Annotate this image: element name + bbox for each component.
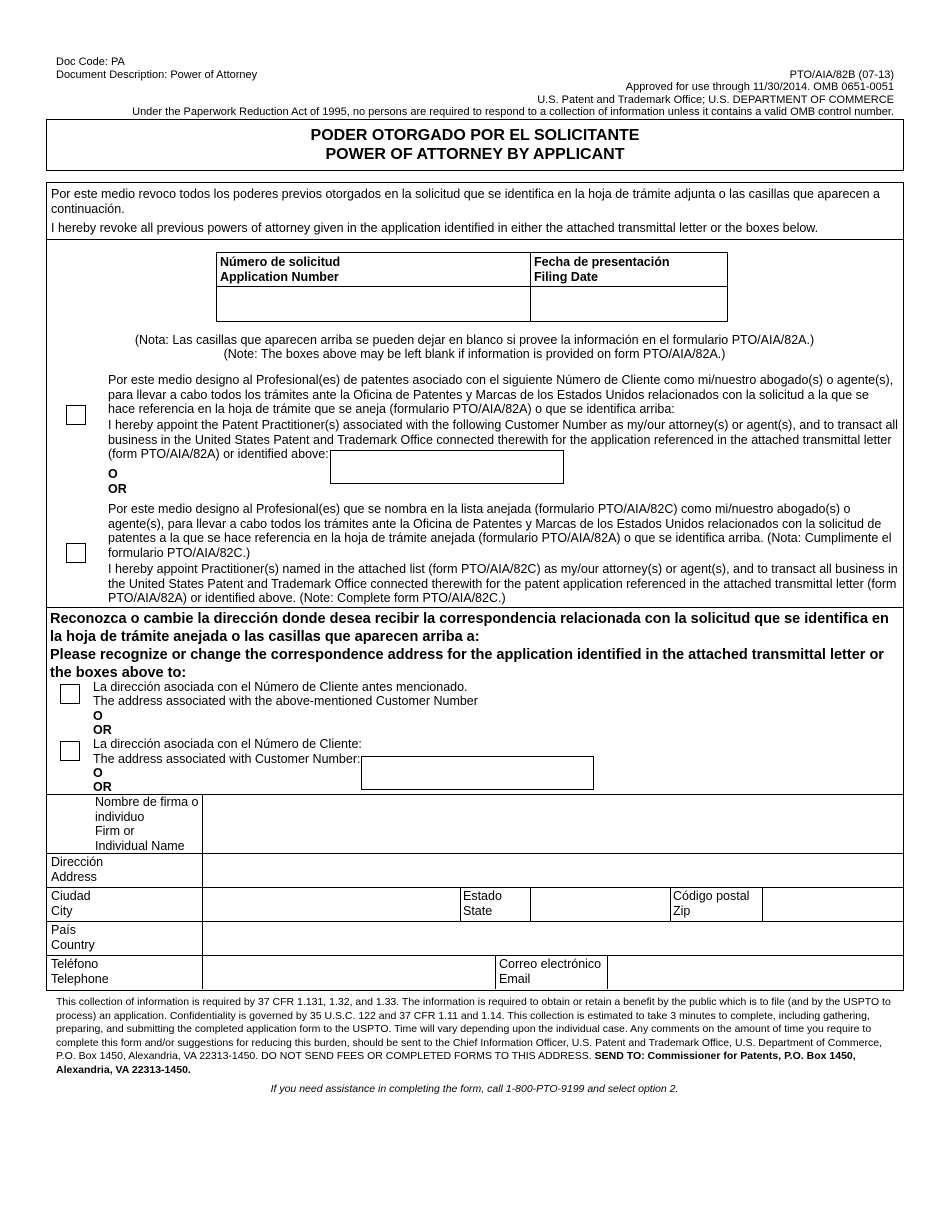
or-english: OR (93, 723, 112, 737)
doc-description: Document Description: Power of Attorney (56, 69, 258, 81)
burden-statement (56, 996, 896, 1077)
telephone-label-es: Teléfono (51, 957, 99, 971)
divider (670, 887, 671, 921)
country-field[interactable] (204, 923, 900, 954)
paperwork-notice: Under the Paperwork Reduction Act of 1995, no persons are required to respond to a collection of information unless it contains a valid OMB control number. (132, 106, 894, 118)
appoint-practitioners-list-checkbox[interactable] (66, 543, 86, 563)
omb-approval: Approved for use through 11/30/2014. OMB 0651-0051 (625, 81, 894, 93)
telephone-label-en: Telephone (51, 971, 109, 986)
address-label-es: Dirección (51, 855, 104, 869)
assistance-line: If you need assistance in completing the form, call 1-800-PTO-9199 and select option 2. (270, 1083, 679, 1095)
or-spanish: O (108, 467, 118, 481)
divider (530, 887, 531, 921)
email-label-es: Correo electrónico (499, 957, 602, 971)
zip-label (673, 889, 749, 918)
divider (46, 239, 903, 240)
application-number-label (220, 255, 340, 284)
firm-label-en-1: Firm or (95, 824, 135, 838)
city-label-es: Ciudad (51, 889, 91, 903)
or-spanish: O (93, 766, 103, 780)
address-label-en: Address (51, 869, 97, 884)
firm-name-label (95, 795, 199, 853)
agency-line: U.S. Patent and Trademark Office; U.S. DEPARTMENT OF COMMERCE (537, 94, 894, 106)
divider (46, 853, 903, 854)
address-field[interactable] (204, 855, 900, 886)
address-heading-english: Please recognize or change the correspondence address for the application identified in the attached transmittal letter or the boxes above to: (50, 647, 884, 681)
firm-label-en-2: Individual Name (95, 838, 185, 853)
telephone-label (51, 957, 109, 986)
country-label-en: Country (51, 937, 95, 952)
burden-text: This collection of information is required by 37 CFR 1.131, 1.32, and 1.33. The information is required to obtain or retain a benefit by the public which is to file (and by the USPTO to process) an application. Confidentiality is governed by 35 U.S.C. 122 and 37 CFR 1.11 and 1.14. This collection is estimated to take 3 minutes to complete, including gathering, preparing, and submitting the completed application form to the USPTO. Time will vary depending upon the individual case. Any comments on the amount of time you require to complete this form and/or suggestions for reducing this burden, should be sent to the Chief Information Officer, U.S. Patent and Trademark Office, U.S. Department of Commerce, P.O. Box 1450, Alexandria, VA 22313-1450. DO NOT SEND FEES OR COMPLETED FORMS TO THIS ADDRESS. (56, 996, 891, 1062)
state-label (463, 889, 502, 918)
state-label-en: State (463, 903, 493, 918)
divider (607, 955, 608, 989)
zip-field[interactable] (764, 889, 900, 920)
or-english: OR (108, 482, 127, 496)
filing-date-label-es: Fecha de presentación (534, 255, 670, 269)
divider (46, 955, 903, 956)
address-label (51, 855, 103, 884)
option1-spanish: Por este medio designo al Profesional(es) de patentes asociado con el siguiente Número de Cliente como mi/nuestro abogado(s) o agente(s), para llevar a cabo todos los trámites ante la Oficina de Patentes y Marcas de los Estados Unidos relacionados con la solicitud a la que se hace referencia en la hoja de trámite que se aneja (formulario PTO/AIA/82A) o que se identifica arriba: (108, 373, 894, 416)
zip-label-es: Código postal (673, 889, 750, 903)
choice1-english: The address associated with the above-mentioned Customer Number (93, 694, 478, 708)
option2-english: I hereby appoint Practitioner(s) named in the attached list (form PTO/AIA/82C) as my/our attorney(s) or agent(s), and to transact all business in the United States Patent and Trademark Office connected therewith for the patent application referenced in the attached transmittal letter (form PTO/AIA/82A) or identified above. (Note: Complete form PTO/AIA/82C.) (108, 562, 898, 605)
use-customer-number-address-checkbox[interactable] (60, 741, 80, 761)
revoke-english: I hereby revoke all previous powers of attorney given in the application identified in either the attached transmittal letter or the boxes below. (51, 221, 819, 235)
country-label-es: País (51, 923, 77, 937)
option2-spanish: Por este medio designo al Profesional(es) que se nombra en la lista anejada (formulario PTO/AIA/82C) como mi/nuestro abogado(s) o agente(s), para llevar a cabo todos los trámites ante la Oficina de Patentes y Marcas de los Estados Unidos relacionados con la solicitud de patentes a la que se hace referencia en la hoja de trámite anejada (formulario PTO/AIA/82A) o que se identifica arriba. (Nota: Cumplimente el formulario PTO/AIA/82C.) (108, 502, 892, 560)
divider (46, 921, 903, 922)
divider (762, 887, 763, 921)
choice2-english: The address associated with Customer Number: (93, 752, 361, 766)
use-above-customer-address-checkbox[interactable] (60, 684, 80, 704)
email-label (499, 957, 601, 986)
filing-date-label (534, 255, 669, 284)
appoint-customer-number-checkbox[interactable] (66, 405, 86, 425)
email-label-en: Email (499, 971, 531, 986)
note-english: (Note: The boxes above may be left blank if information is provided on form PTO/AIA/82A.) (223, 347, 726, 361)
city-label (51, 889, 91, 918)
firm-label-es-2: individuo (95, 809, 145, 824)
divider (202, 794, 203, 989)
address-heading-spanish: Reconozca o cambie la dirección donde desea recibir la correspondencia relacionada con la solicitud que se identifica en la hoja de trámite anejada o las casillas que aparecen arriba a: (50, 611, 889, 645)
revoke-spanish: Por este medio revoco todos los poderes previos otorgados en la solicitud que se identifica en la hoja de trámite adjunta o las casillas que aparecen a continuación. (51, 187, 880, 216)
firm-name-field[interactable] (204, 796, 900, 852)
or-spanish: O (93, 709, 103, 723)
application-number-field[interactable] (220, 292, 525, 316)
title-spanish: PODER OTORGADO POR EL SOLICITANTE (310, 127, 640, 144)
city-field[interactable] (204, 889, 458, 920)
note-spanish: (Nota: Las casillas que aparecen arriba se pueden dejar en blanco si provee la información en el formulario PTO/AIA/82A.) (134, 333, 815, 347)
title-box (46, 119, 904, 171)
choice1-spanish: La dirección asociada con el Número de Cliente antes mencionado. (93, 680, 468, 694)
doc-code: Doc Code: PA (56, 56, 125, 68)
application-number-label-en: Application Number (220, 269, 339, 284)
firm-label-es-1: Nombre de firma o (95, 795, 199, 809)
divider (46, 887, 903, 888)
divider (216, 286, 727, 287)
divider (530, 252, 531, 321)
divider (46, 607, 903, 608)
application-number-label-es: Número de solicitud (220, 255, 341, 269)
customer-number-field[interactable] (330, 450, 564, 484)
send-to-address: SEND TO: Commissioner for Patents, P.O. Box 1450, Alexandria, VA 22313-1450. (56, 1050, 856, 1076)
choice2-spanish: La dirección asociada con el Número de Cliente: (93, 737, 362, 751)
email-field[interactable] (609, 957, 900, 988)
city-label-en: City (51, 903, 73, 918)
form-number: PTO/AIA/82B (07-13) (789, 69, 894, 81)
address-customer-number-field[interactable] (361, 756, 594, 790)
or-english: OR (93, 780, 112, 794)
divider (495, 955, 496, 989)
zip-label-en: Zip (673, 903, 691, 918)
option1-english: I hereby appoint the Patent Practitioner(s) associated with the following Customer Number as my/our attorney(s) or agent(s), and to transact all business in the United States Patent and Trademark Office connected therewith for the application referenced in the attached transmittal letter (form PTO/AIA/82A) or identified above: (108, 418, 898, 461)
state-label-es: Estado (463, 889, 502, 903)
filing-date-label-en: Filing Date (534, 269, 598, 284)
telephone-field[interactable] (204, 957, 493, 988)
divider (460, 887, 461, 921)
title-english: POWER OF ATTORNEY BY APPLICANT (325, 146, 625, 163)
state-field[interactable] (532, 889, 668, 920)
country-label (51, 923, 95, 952)
filing-date-field[interactable] (534, 292, 722, 316)
